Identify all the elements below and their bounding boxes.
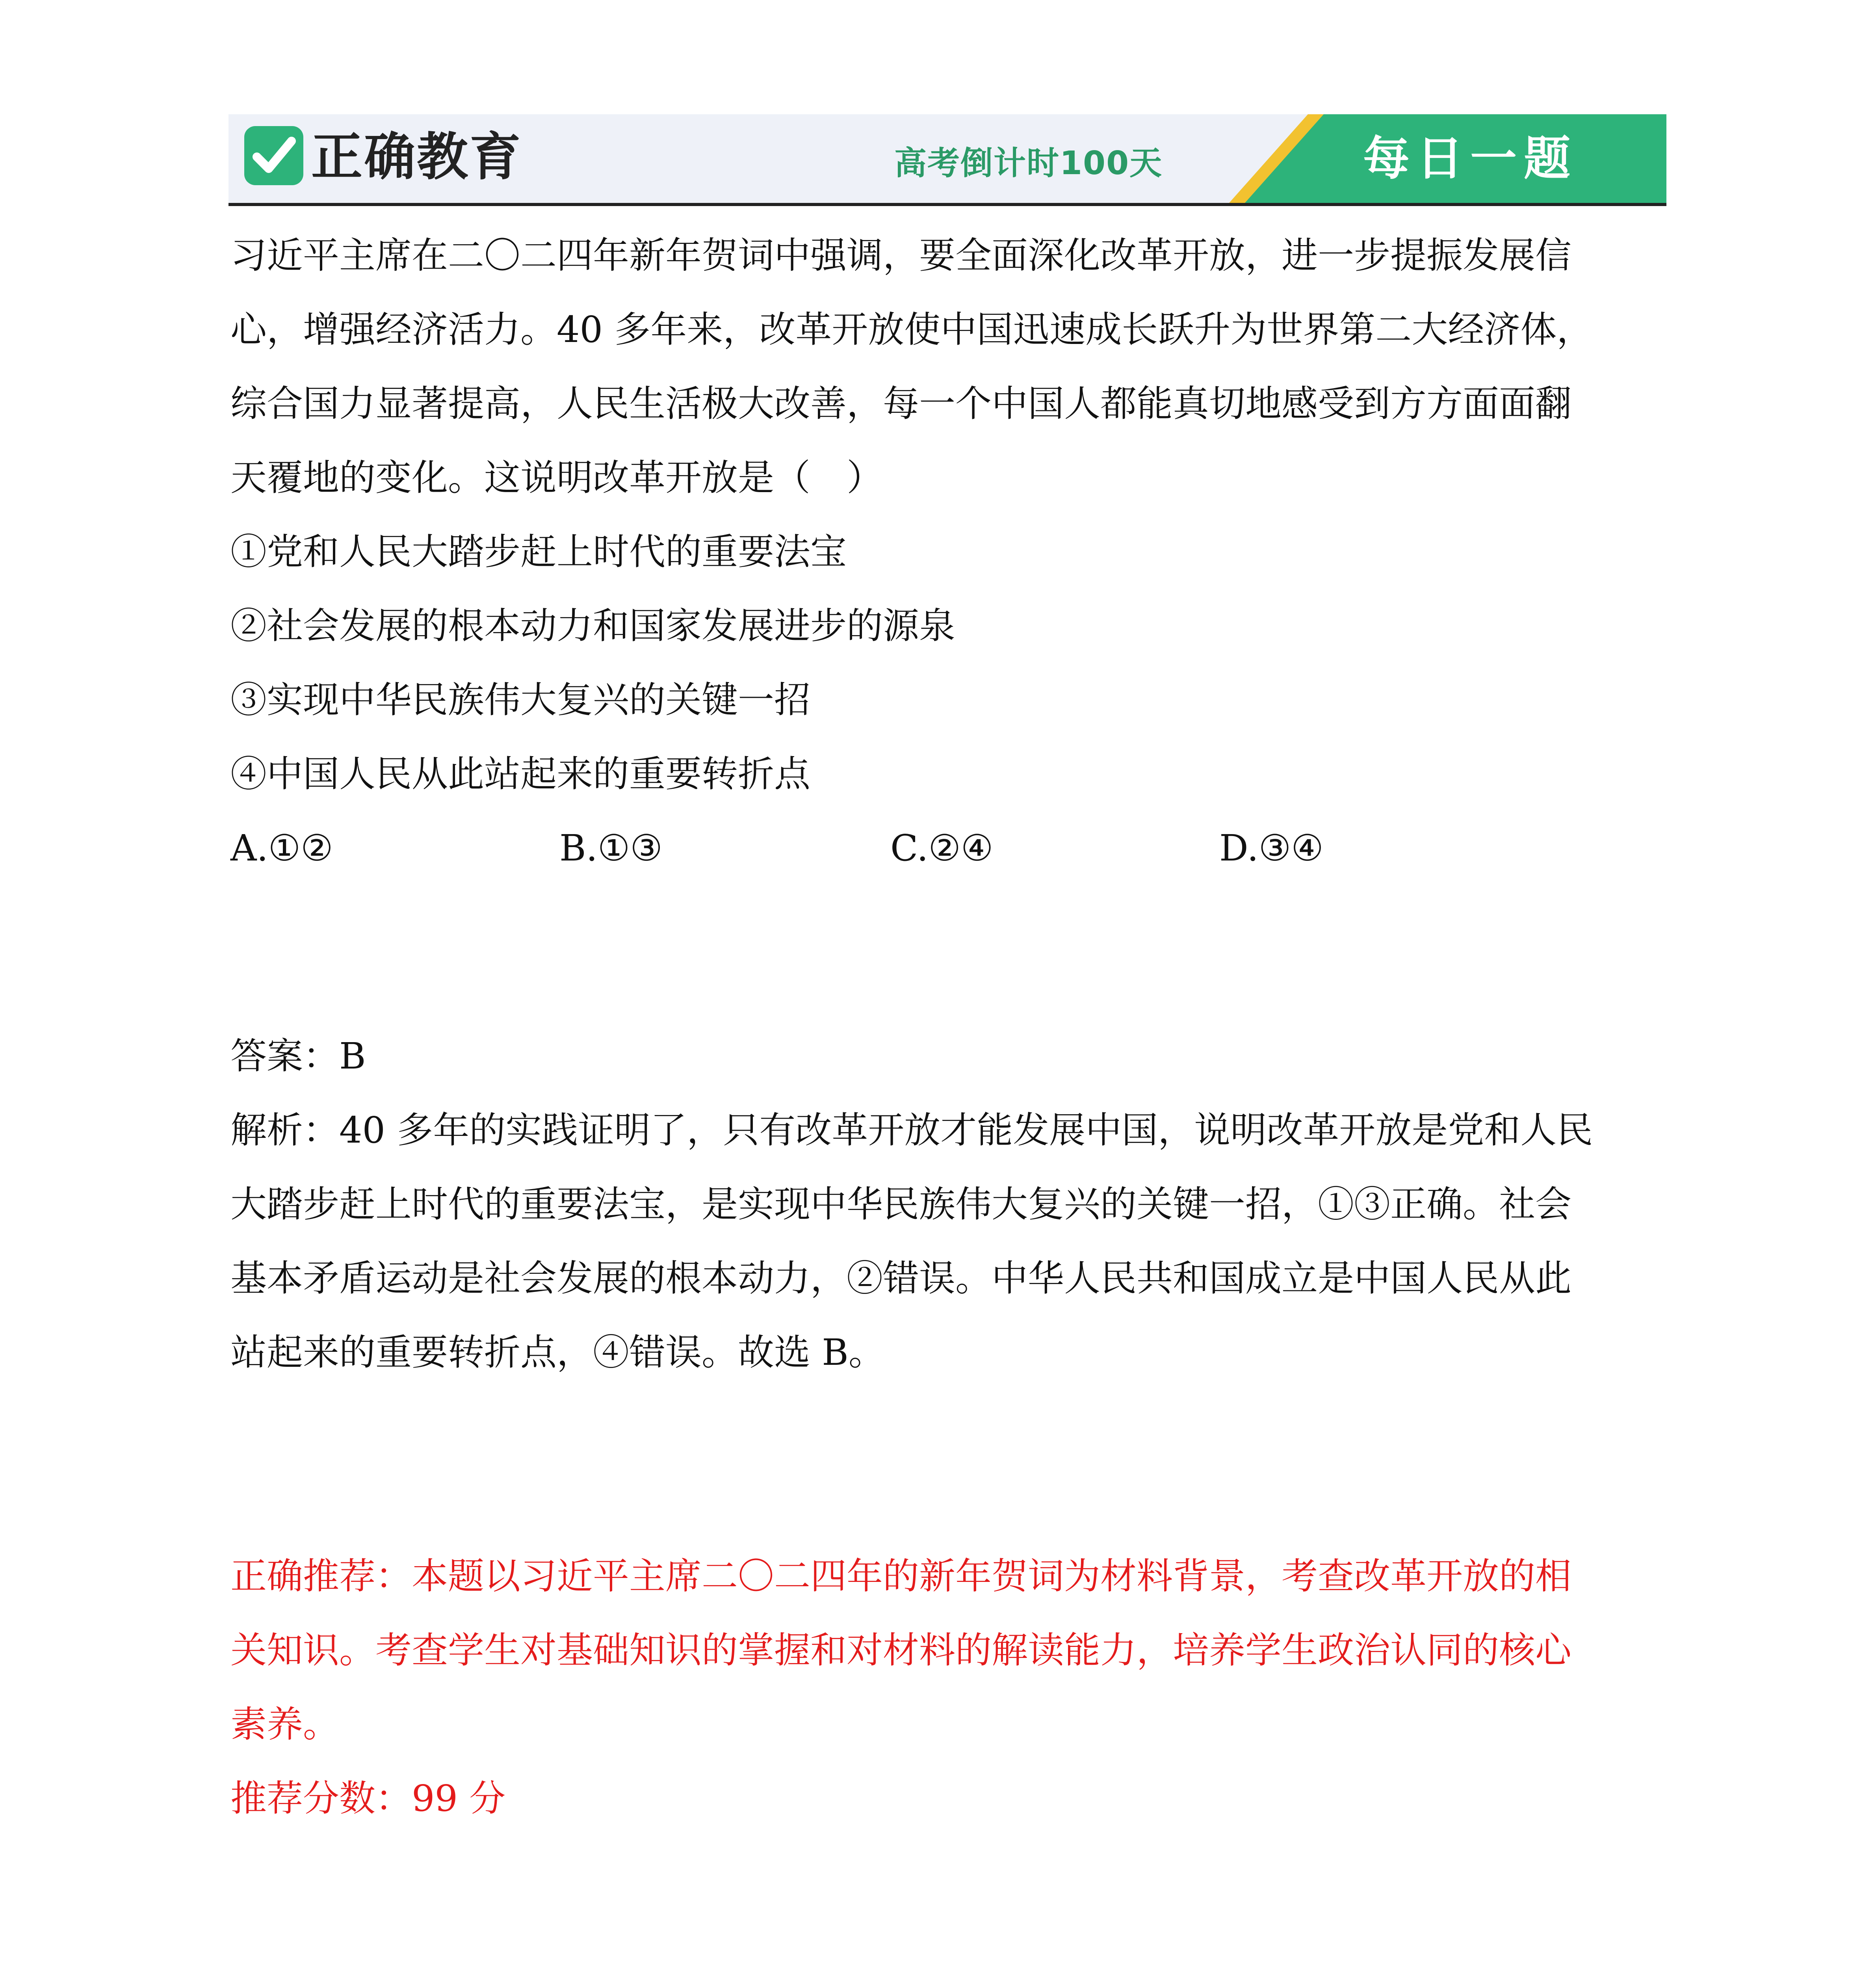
analysis-line: 解析：40 多年的实践证明了，只有改革开放才能发展中国，说明改革开放是党和人民 xyxy=(230,1109,1593,1151)
recommendation-line: 素养。 xyxy=(230,1703,340,1745)
daily-question-title: 每日一题 xyxy=(1363,131,1578,186)
analysis-line: 基本矛盾运动是社会发展的根本动力，②错误。中华人民共和国成立是中国人民从此 xyxy=(230,1257,1572,1299)
recommendation-block xyxy=(230,1539,1657,1836)
statement-item: ①党和人民大踏步赶上时代的重要法宝 xyxy=(230,531,847,573)
question-line: 心，增强经济活力。40 多年来，改革开放使中国迅速成长跃升为世界第二大经济体， xyxy=(230,309,1593,351)
question-line: 综合国力显著提高，人民生活极大改善，每一个中国人都能真切地感受到方方面面翻 xyxy=(230,383,1572,425)
answer-options xyxy=(230,811,1657,885)
analysis-line: 大踏步赶上时代的重要法宝，是实现中华民族伟大复兴的关键一招，①③正确。社会 xyxy=(230,1183,1572,1225)
option-c: C.②④ xyxy=(890,827,994,869)
header-divider xyxy=(228,203,1666,206)
document-body xyxy=(230,219,1657,1836)
header-banner xyxy=(228,114,1666,203)
option-a: A.①② xyxy=(230,827,333,869)
question-stem xyxy=(230,219,1657,515)
spacer xyxy=(230,1390,1657,1539)
brand-logo-text: 正确教育 xyxy=(311,127,523,187)
option-b: B.①③ xyxy=(559,827,663,869)
analysis-line: 站起来的重要转折点，④错误。故选 B。 xyxy=(230,1331,885,1373)
option-d: D.③④ xyxy=(1219,827,1324,869)
recommendation-line: 正确推荐：本题以习近平主席二〇二四年的新年贺词为材料背景，考查改革开放的相 xyxy=(230,1555,1572,1597)
statement-item: ④中国人民从此站起来的重要转折点 xyxy=(230,753,811,795)
analysis-block xyxy=(230,1093,1657,1390)
statement-item: ③实现中华民族伟大复兴的关键一招 xyxy=(230,679,811,721)
answer-line: 答案：B xyxy=(230,1035,366,1077)
check-icon xyxy=(244,126,303,185)
statement-list xyxy=(230,515,1657,811)
question-line: 习近平主席在二〇二四年新年贺词中强调，要全面深化改革开放，进一步提振发展信 xyxy=(230,234,1572,277)
question-line: 天覆地的变化。这说明改革开放是（ ） xyxy=(230,457,883,499)
spacer xyxy=(230,885,1657,1019)
recommendation-line: 关知识。考查学生对基础知识的掌握和对材料的解读能力，培养学生政治认同的核心 xyxy=(230,1629,1572,1671)
recommendation-score: 推荐分数：99 分 xyxy=(230,1777,506,1819)
statement-item: ②社会发展的根本动力和国家发展进步的源泉 xyxy=(230,605,956,647)
countdown-label: 高考倒计时100天 xyxy=(894,145,1163,182)
